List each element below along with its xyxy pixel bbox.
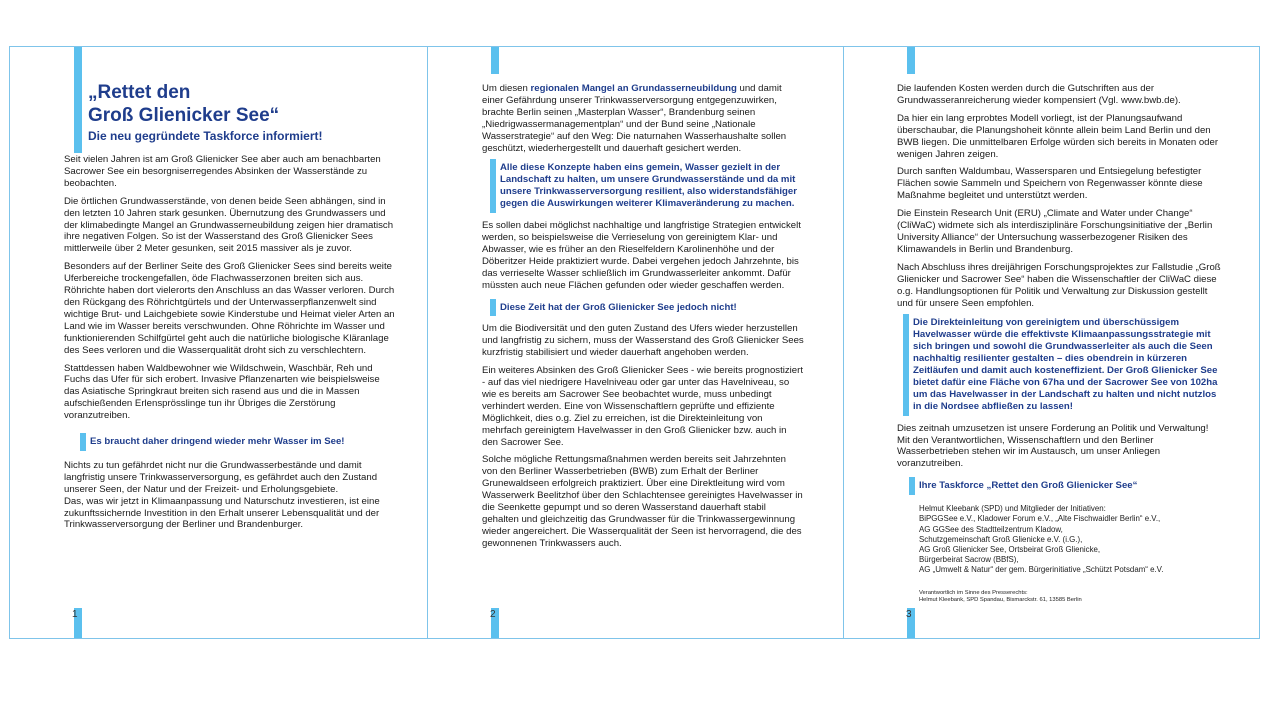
signature-line: AG „Umwelt & Natur“ der gem. Bürgerinitiative „Schützt Potsdam“ e.V.	[919, 565, 1164, 575]
highlight-box: Alle diese Konzepte haben eins gemein, Wasser gezielt in der Landschaft zu halten, um unsere Grundwasserstände und da mit unsere Trinkwasserversorgung resilient, also widerstandsfähiger gegen die Auswirkungen weiterer Klimaveränderung zu machen.	[490, 162, 804, 210]
highlight-box: Es braucht daher dringend wieder mehr Wasser im See!	[80, 436, 397, 448]
page-title-line-1: „Rettet den	[88, 82, 191, 103]
panel-3	[843, 47, 1259, 638]
paragraph: Nichts zu tun gefährdet nicht nur die Grundwasserbestände und damit langfristig unsere Trinkwasserversorgung, es gefährdet auch den Zustand unserer Seen, der Natur und der Freizeit- und Erholungsgebiete.	[64, 459, 378, 495]
signature-line: Schutzgemeinschaft Groß Glienicke e.V. (i.G.),	[919, 534, 1083, 544]
signature-line: Helmut Kleebank (SPD) und Mitglieder der Initiativen:	[919, 504, 1106, 514]
page-title-line-2: Groß Glienicker See“	[88, 105, 280, 126]
signature-line: Bürgerbeirat Sacrow (BBfS),	[919, 555, 1019, 565]
text-run: und damit einer Gefährdung unserer Trinkwasserversorgung entgegenzuwirken, brachte Berlin seinen „Masterplan Wasser“, Brandenburg seinen „Niedrigwassermanagementplan“ und der Bund seine „Nationale Wasserstrategie“ auf den Weg: Die naturnahen Wasserhaushalte sollen geschützt, wiederhergestellt und dauerhaft gesichert werden.	[482, 83, 787, 154]
paragraph: Es sollen dabei möglichst nachhaltige und langfristige Strategien entwickelt werden, so beispielsweise die Verrieselung von gereinigtem Klar- und Abwasser, wie es früher an den Rieselfeldern Karolinenhöhe und der Döberitzer Heide praktiziert wurde. Dabei vergehen jedoch Jahrzehnte, bis das verrieselte Wasser schließlich im Grundwasserleiter ankommt. Dafür müssten auch neue Flächen gefunden oder wieder geschaffen werden.	[482, 220, 801, 291]
panel-1-content	[64, 81, 397, 531]
paragraph: Nach Abschluss ihres dreijährigen Forschungsprojektes zur Fallstudie „Groß Glienicker und Sacrower See“ haben die Wissenschaftler der CliWaC diese o.g. Handlungsoptionen für Politik und Verwaltung zur Diskussion gestellt und für unsere Seen empfohlen.	[897, 261, 1221, 309]
imprint-line: Helmut Kleebank, SPD Spandau, Bismarckstr. 61, 13585 Berlin	[919, 597, 1082, 604]
signature-line: AG Groß Glienicker See, Ortsbeirat Groß Glienicke,	[919, 545, 1101, 554]
signature-block	[897, 504, 1223, 575]
paragraph: Da hier ein lang erprobtes Modell vorliegt, ist der Planungsaufwand überschaubar, die Planungshoheit könnte allein beim Land Berlin und den BWB liegen. Die unmittelbaren Erfolge würden sich bereits in Monaten oder wenigen Jahren zeigen.	[897, 112, 1219, 160]
paragraph: Seit vielen Jahren ist am Groß Glienicker See aber auch am benachbarten Sacrower See ein besorgniserregendes Absinken der Wasserstände zu beobachten.	[64, 154, 381, 189]
signature-line: AG GGSee des Stadtteilzentrum Kladow,	[919, 524, 1063, 534]
panel-2-content	[482, 83, 804, 556]
paragraph: Die laufenden Kosten werden durch die Gutschriften aus der Grundwasseranreicherung wieder kompensiert (Vgl. www.bwb.de).	[897, 83, 1181, 106]
panel-2	[427, 47, 843, 638]
text-run: Um diesen	[482, 83, 531, 94]
highlight-box: Die Direkteinleitung von gereinigtem und überschüssigem Havelwasser würde die effektivste Klimaanpassungsstrategie mit sich bringen und sowohl die Grundwasserleiter als auch die Seen nachhaltig resilienter gestalten – dies obendrein in kürzeren Zeitläufen und damit auch kosteneffizient. Der Groß Glienicker See bietet dafür eine Fläche von 67ha und der Sacrower See von 102ha um das Havelwasser in der Landschaft zu halten und nicht nutzlos in die Nordsee abfließen zu lassen!	[903, 317, 1223, 412]
paragraph: Besonders auf der Berliner Seite des Groß Glienicker Sees sind bereits weite Uferbereiche trockengefallen, öde Flachwasserzonen breiten sich aus. Röhrichte haben dort vielerorts den Anschluss an das Wasser verloren. Durch den Rückgang des Röhrichtgürtels und der Unterwasserpflanzenwelt sind wichtige Brut- und Laichgebiete sowie Kinderstube und Heimat vieler Arten an Land wie im Wasser bereits verschwunden. Ohne Röhrichte im Wasser und funktionierenden Schilfgürtel geht auch die natürliche biologische Kläranlage des Sees verloren und die Wasserqualität droht sich zu verschlechtern.	[64, 261, 395, 356]
page-number: 1	[72, 609, 78, 620]
paragraph: Die örtlichen Grundwasserstände, von denen beide Seen abhängen, sind in den letzten 10 Jahren stark gesunken. Übernutzung des Grundwassers und der klimabedingte Mangel an Grundwasserneubildung zeigen hier dramatisch ihre negativen Folgen. So ist der Wasserstand des Groß Glienicker Sees mittlerweile über 2 Meter gesunken, seit 2015 massiver als je zuvor.	[64, 195, 394, 255]
paragraph: Dies zeitnah umzusetzen ist unsere Forderung an Politik und Verwaltung! Mit den Verantwortlichen, Wissenschaftlern und den Berliner Wasserbetrieben stehen wir im Austausch, um unser Anliegen voranzutreiben.	[897, 422, 1209, 470]
panel-3-content	[897, 83, 1223, 605]
paragraph: Durch sanften Waldumbau, Wassersparen und Entsiegelung befestigter Flächen sowie Sammeln und Speichern von Regenwasser könnte diese Maßnahme begleitet und unterstützt werden.	[897, 166, 1203, 202]
paragraph: Ein weiteres Absinken des Groß Glienicker Sees - wie bereits prognostiziert - auf das viel niedrigere Havelniveau oder gar unter das Havelniveau, so wie es bereits am Sacrower See beobachtet wurde, muss unbedingt verhindert werden. Eine von Wissenschaftlern geprüfte und effiziente Möglichkeit, dies o.g. Ziel zu erreichen, ist die Direkteinleitung von mehrfach gereinigtem Havelwasser in den Groß Glienicker bzw. auch in den Sacrower See.	[482, 365, 803, 448]
page-number: 3	[906, 609, 912, 620]
paragraph	[482, 83, 804, 154]
imprint	[897, 590, 1223, 605]
highlighted-term: regionalen Mangel an Grundasserneubildung	[530, 83, 737, 94]
paragraph: Um die Biodiversität und den guten Zustand des Ufers wieder herzustellen und langfristig zu sichern, muss der Wasserstand des Groß Glienicker Sees kurzfristig stabilisiert und wieder dauerhaft angehoben werden.	[482, 323, 804, 359]
paragraph: Stattdessen haben Waldbewohner wie Wildschwein, Waschbär, Reh und Fuchs das Ufer für sich erobert. Invasive Pflanzenarten wie beispielsweise das Asiatische Springkraut breiten sich rasend aus und die in Massen aufschießenden Erlensprösslinge tun ihr Übriges die Zerstörung voranzutreiben.	[64, 362, 380, 422]
page-subtitle: Die neu gegründete Taskforce informiert!	[88, 129, 323, 143]
imprint-line: Verantwortlich im Sinne des Presserechts:	[919, 589, 1028, 596]
paragraph: Solche mögliche Rettungsmaßnahmen werden bereits seit Jahrzehnten von den Berliner Wasserbetrieben (BWB) zum Erhalt der Berliner Grunewaldseen erfolgreich praktiziert. Über eine Direktleitung wird vom Wasserwerk Beelitzhof über den Schlachtensee gereinigtes Havelwasser in die Seenkette gepumpt und so deren Wasserstand dauerhaft stabil gehalten und gleichzeitig das Grundwasser für die Trinkwassergewinnung wieder angereichert. Die Wasserqualität der Seen ist hervorragend, die des gewonnenen Trinkwassers auch.	[482, 454, 803, 549]
highlight-box: Diese Zeit hat der Groß Glienicker See jedoch nicht!	[490, 302, 804, 314]
accent-bar-top	[491, 47, 499, 74]
highlight-box-signature: Ihre Taskforce „Rettet den Groß Glienicker See“	[909, 480, 1223, 492]
accent-bar-top	[907, 47, 915, 74]
panel-1	[10, 47, 427, 638]
brochure-sheet	[9, 46, 1260, 639]
signature-line: BiPGGSee e.V., Kladower Forum e.V., „Alte Fischwaidler Berlin“ e.V.,	[919, 514, 1161, 524]
paragraph: Die Einstein Research Unit (ERU) „Climate and Water under Change“ (CliWaC) widmete sich als interdisziplinäre Forschungsinitiative der „Berlin University Alliance“ der Untersuchung wasserbezogener Risiken des Klimawandels in Berlin und Brandenburg.	[897, 208, 1213, 255]
page-number: 2	[490, 609, 496, 620]
paragraph: Das, was wir jetzt in Klimaanpassung und Naturschutz investieren, ist eine zukunftssichernde Investition in den Erhalt unserer Lebensqualität und der Trinkwasserversorgung der Berliner und Brandenburger.	[64, 495, 380, 531]
